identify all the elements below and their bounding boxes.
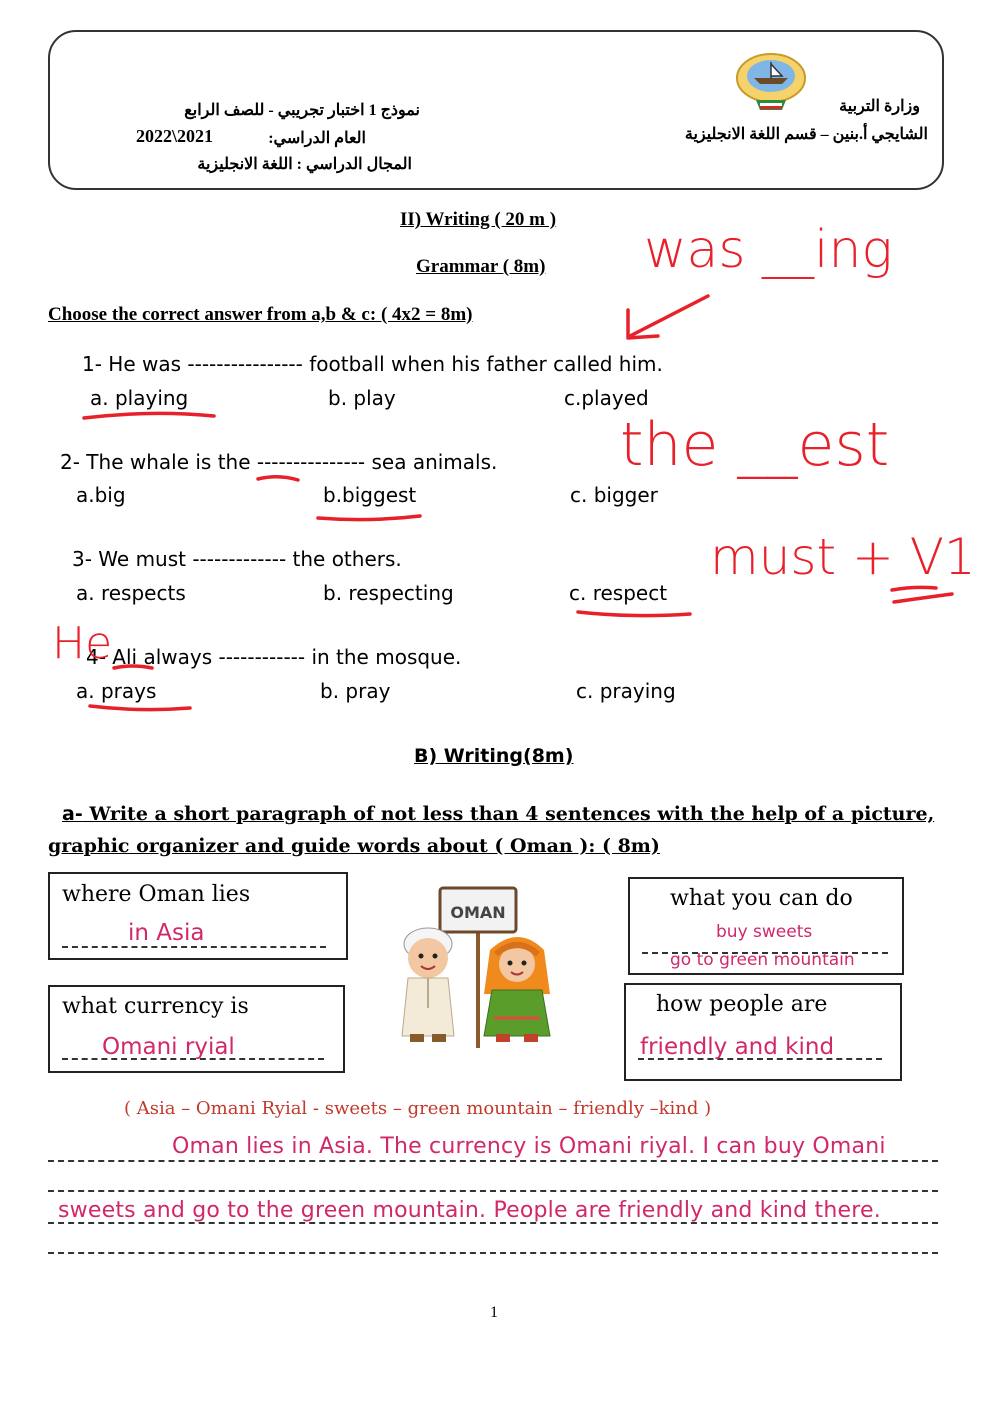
page-number: 1 bbox=[490, 1304, 498, 1321]
question-4-stem: 4- Ali always ------------ in the mosque. bbox=[86, 645, 462, 669]
underline-q4-prays bbox=[90, 706, 190, 710]
underline-q2-biggest bbox=[318, 516, 420, 520]
task-letter: a- bbox=[62, 803, 83, 825]
question-1-option-c: c.played bbox=[564, 386, 649, 410]
section-title: II) Writing ( 20 m ) bbox=[400, 209, 557, 230]
box-activities-answer-2: go to green mountain bbox=[670, 950, 855, 970]
box-people-label: how people are bbox=[656, 992, 828, 1017]
underline-q2-the bbox=[258, 477, 298, 480]
writing-title: B) Writing(8m) bbox=[414, 745, 574, 767]
task-text: Write a short paragraph of not less than 4 sentences with the help of a picture, graphic organizer and guide words about ( Oman ): ( 8m) bbox=[48, 803, 935, 857]
question-3-option-a: a. respects bbox=[76, 581, 186, 605]
underline-q4-ali bbox=[114, 666, 152, 668]
box-currency-label: what currency is bbox=[62, 994, 249, 1019]
question-4-option-b: b. pray bbox=[320, 679, 391, 703]
writing-line-2 bbox=[48, 1190, 938, 1192]
annotation-was-ing: was __ing bbox=[644, 220, 893, 280]
question-1-option-b: b. play bbox=[328, 386, 396, 410]
annotation-he: He bbox=[52, 618, 113, 669]
instruction: Choose the correct answer from a,b & c: ( 4x2 = 8m) bbox=[48, 304, 473, 325]
box-activities-answer-1: buy sweets bbox=[716, 922, 813, 942]
year-label: العام الدراسي: bbox=[268, 130, 366, 147]
question-2-stem: 2- The whale is the --------------- sea animals. bbox=[60, 450, 498, 474]
box-currency-answer: Omani ryial bbox=[102, 1034, 235, 1060]
question-1-option-a: a. playing bbox=[90, 386, 189, 410]
double-underline-1 bbox=[892, 587, 936, 590]
paragraph-line-1: Oman lies in Asia. The currency is Omani riyal. I can buy Omani bbox=[172, 1134, 886, 1159]
ministry-name: وزارة التربية bbox=[839, 98, 920, 115]
underline-q1-playing bbox=[84, 413, 214, 418]
box-location-answer: in Asia bbox=[128, 920, 205, 946]
question-3-stem: 3- We must ------------- the others. bbox=[72, 547, 402, 571]
question-3-option-b: b. respecting bbox=[323, 581, 454, 605]
annotation-must-v1: must + V1 bbox=[710, 528, 976, 586]
question-4-option-c: c. praying bbox=[576, 679, 676, 703]
department-name: الشايجي أ.بنين – قسم اللغة الانجليزية bbox=[684, 126, 928, 143]
question-2-option-a: a.big bbox=[76, 483, 126, 507]
annotation-the-est: the __est bbox=[620, 410, 890, 480]
question-3-option-c: c. respect bbox=[569, 581, 668, 605]
box-people-answer: friendly and kind bbox=[640, 1034, 835, 1060]
writing-line-4 bbox=[48, 1252, 938, 1254]
exam-title: نموذج 1 اختبار تجريبي - للصف الرابع bbox=[184, 102, 420, 119]
underline-q3-respect bbox=[578, 612, 690, 616]
question-2-option-c: c. bigger bbox=[570, 483, 658, 507]
paragraph-line-2: sweets and go to the green mountain. People are friendly and kind there. bbox=[58, 1198, 881, 1223]
annotation-arrow-shaft bbox=[630, 296, 708, 336]
year-value: 2022\2021 bbox=[136, 126, 214, 146]
double-underline-2 bbox=[894, 594, 952, 602]
box-location-answer-line bbox=[62, 946, 326, 948]
box-activities-label: what you can do bbox=[670, 886, 853, 911]
guide-words: ( Asia – Omani Ryial - sweets – green mountain – friendly –kind ) bbox=[124, 1098, 712, 1119]
oman-sign-text: OMAN bbox=[450, 903, 506, 922]
writing-line-1 bbox=[48, 1160, 938, 1162]
subject-line: المجال الدراسي : اللغة الانجليزية bbox=[197, 156, 412, 173]
grammar-title: Grammar ( 8m) bbox=[416, 256, 546, 277]
box-location-label: where Oman lies bbox=[62, 882, 251, 907]
question-1-stem: 1- He was ---------------- football when his father called him. bbox=[82, 352, 663, 376]
oman-children-picture bbox=[384, 878, 578, 1048]
writing-task bbox=[48, 798, 938, 862]
question-2-option-b: b.biggest bbox=[323, 483, 417, 507]
question-4-option-a: a. prays bbox=[76, 679, 157, 703]
